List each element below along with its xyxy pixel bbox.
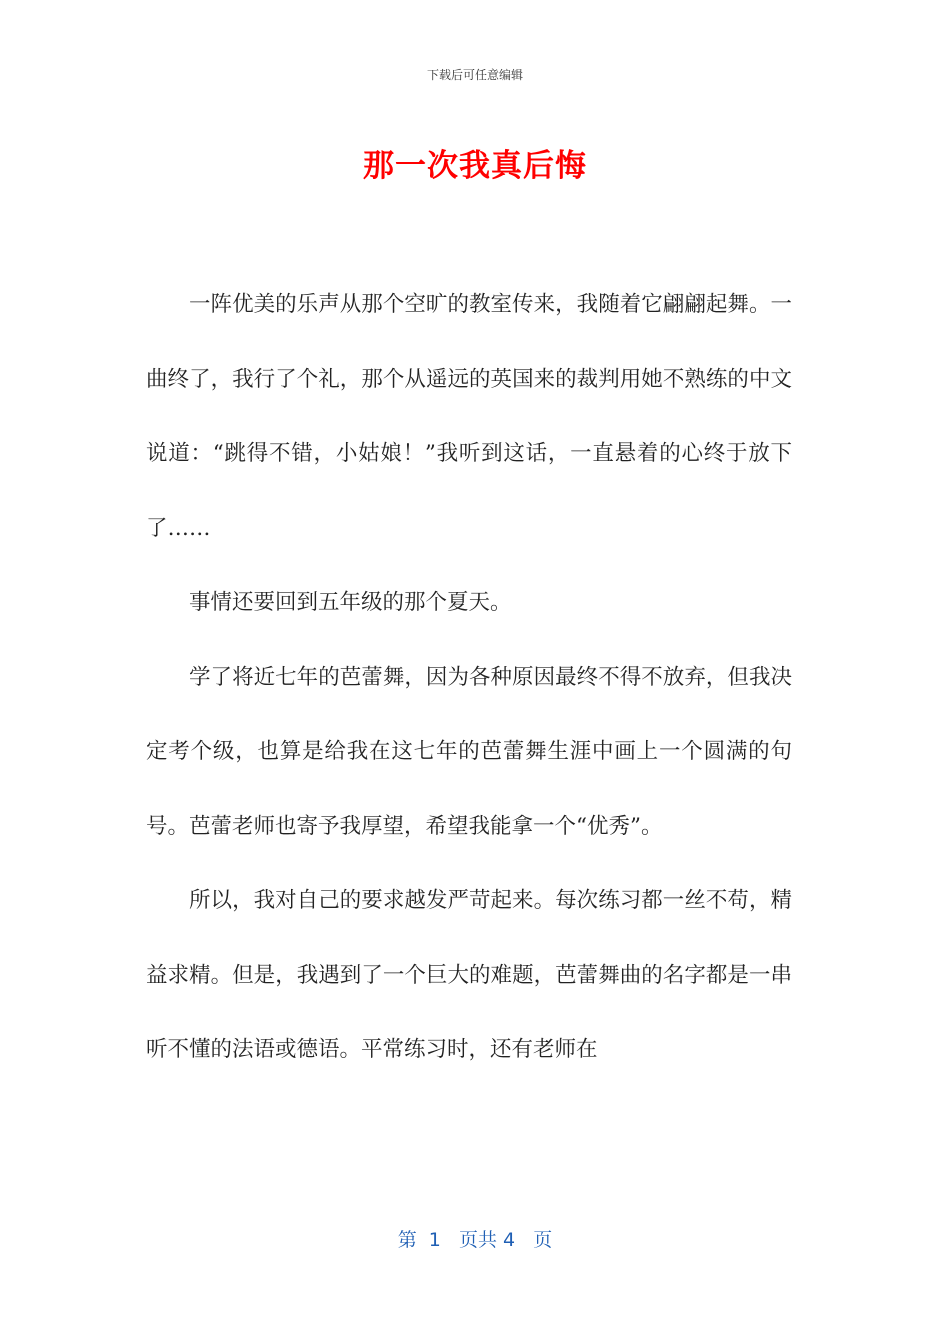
paragraph: 学了将近七年的芭蕾舞，因为各种原因最终不得不放弃，但我决定考个级，也算是给我在这七年的芭蕾舞生涯中画上一个圆满的句号。芭蕾老师也寄予我厚望，希望我能拿一个“优秀”。 (146, 664, 792, 839)
paragraph: 事情还要回到五年级的那个夏天。 (189, 590, 512, 615)
page-number-footer: 第 1 页共 4 页 (397, 1229, 553, 1251)
header-note: 下载后可任意编辑 (426, 68, 523, 82)
document-body (146, 268, 792, 1088)
paragraph: 一阵优美的乐声从那个空旷的教室传来，我随着它翩翩起舞。一曲终了，我行了个礼，那个从遥远的英国来的裁判用她不熟练的中文说道：“跳得不错，小姑娘！”我听到这话，一直悬着的心终于放下了…… (146, 292, 792, 541)
paragraph: 所以，我对自己的要求越发严苛起来。每次练习都一丝不苟，精益求精。但是，我遇到了一个巨大的难题，芭蕾舞曲的名字都是一串听不懂的法语或德语。平常练习时，还有老师在 (146, 888, 792, 1062)
page-title: 那一次我真后悔 (363, 148, 587, 184)
